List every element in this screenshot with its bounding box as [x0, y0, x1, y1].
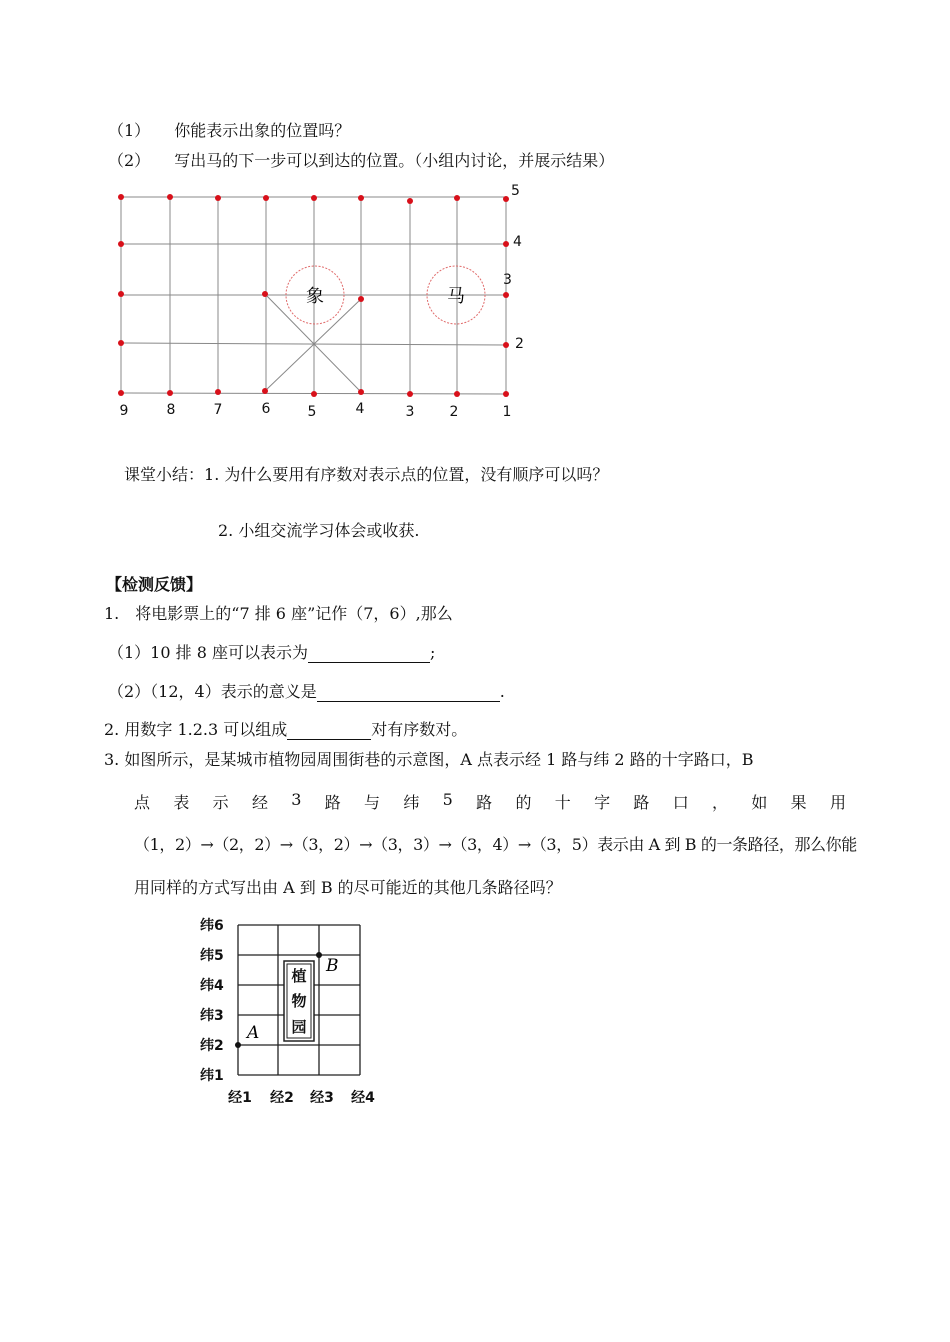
problem-3-word: 5 — [442, 790, 453, 809]
problem-3-word: 路 — [476, 793, 493, 812]
board-col-label: 2 — [449, 404, 459, 420]
problem-1b-end: . — [499, 682, 505, 701]
problem-3-word: 示 — [212, 793, 229, 812]
answer-blank-1b[interactable] — [317, 683, 500, 702]
map-row-label: 纬6 — [200, 918, 224, 934]
feedback-problem-1b — [108, 679, 505, 702]
map-row-label: 纬4 — [200, 978, 224, 994]
board-row-label: 3 — [503, 272, 512, 288]
map-col-label: 经1 — [228, 1090, 252, 1106]
question-2-number: （2） — [108, 151, 151, 170]
chess-board-diagram — [0, 0, 950, 430]
feedback-problem-2 — [104, 717, 467, 740]
problem-1a-end: ; — [429, 643, 436, 662]
board-dot — [118, 340, 124, 346]
map-col-label: 经3 — [310, 1090, 334, 1106]
point-a-dot — [235, 1042, 241, 1048]
board-dot — [167, 390, 173, 396]
problem-3-word: 字 — [594, 793, 611, 812]
board-col-label: 4 — [355, 401, 365, 417]
problem-1a-text: （1）10 排 8 座可以表示为 — [108, 643, 308, 662]
feedback-problem-1a — [108, 640, 435, 663]
problem-1b-text: （2）（12，4）表示的意义是 — [108, 682, 317, 701]
problem-3-word: 经 — [251, 793, 268, 812]
question-1-text: 你能表示出象的位置吗？ — [174, 121, 351, 140]
problem-3-word: 的 — [515, 793, 532, 812]
question-2-text: 写出马的下一步可以到达的位置。（小组内讨论，并展示结果） — [174, 151, 615, 170]
feedback-problem-3-line-3: （1，2）→（2，2）→（3，2）→（3，3）→（3，4）→（3，5）表示由 A 到 B 的一条路径，那么你能 — [134, 835, 857, 854]
board-col-label: 7 — [213, 402, 223, 418]
board-dot — [167, 194, 173, 200]
board-dot — [118, 390, 124, 396]
board-dot — [311, 195, 317, 201]
board-row-label: 2 — [515, 336, 524, 352]
summary-line-1 — [124, 462, 608, 485]
board-dot — [215, 195, 221, 201]
board-row-label: 4 — [513, 234, 522, 250]
board-dot — [503, 196, 509, 202]
garden-char: 物 — [291, 992, 307, 1010]
garden-char: 植 — [291, 967, 307, 985]
map-row-label: 纬2 — [200, 1038, 224, 1054]
problem-3-word: 表 — [173, 793, 190, 812]
map-row-label: 纬3 — [200, 1008, 224, 1024]
problem-3-word: ， — [712, 793, 729, 812]
summary-item-1: 1. 为什么要用有序数对表示点的位置，没有顺序可以吗？ — [204, 465, 609, 484]
point-a-label: A — [247, 1023, 260, 1043]
board-dot — [262, 291, 268, 297]
problem-3-word: 用 — [829, 793, 846, 812]
problem-3-word: 路 — [324, 793, 341, 812]
board-col-label: 3 — [405, 404, 415, 420]
board-dot — [358, 195, 364, 201]
board-dot — [407, 391, 413, 397]
elephant-piece-label: 象 — [306, 286, 324, 307]
horse-piece-label: 马 — [447, 286, 465, 307]
summary-item-2: 2. 小组交流学习体会或收获. — [218, 521, 420, 540]
problem-3-word: 十 — [554, 793, 571, 812]
board-dot — [503, 292, 509, 298]
problem-3-word: 点 — [134, 793, 151, 812]
problem-3-word: 口 — [672, 793, 689, 812]
problem-3-word: 3 — [291, 790, 302, 809]
board-col-label: 6 — [261, 401, 271, 417]
feedback-problem-3-line-2 — [134, 790, 846, 813]
problem-3-word: 与 — [364, 793, 381, 812]
point-b-label: B — [326, 956, 339, 976]
street-map-diagram — [190, 905, 390, 1110]
map-row-label: 纬1 — [200, 1068, 224, 1084]
question-1-number: （1） — [108, 121, 151, 140]
board-dot — [358, 296, 364, 302]
board-dot — [118, 194, 124, 200]
problem-3-word: 纬 — [403, 793, 420, 812]
garden-char: 园 — [291, 1018, 307, 1036]
board-dot — [118, 241, 124, 247]
problem-2-end: 对有序数对。 — [371, 720, 468, 739]
problem-2-text: 2. 用数字 1.2.3 可以组成 — [104, 720, 288, 739]
answer-blank-2[interactable] — [287, 721, 371, 740]
board-dot — [215, 389, 221, 395]
board-dot — [118, 291, 124, 297]
map-col-label: 经4 — [351, 1090, 375, 1106]
board-dot — [454, 195, 460, 201]
board-dot — [263, 195, 269, 201]
feedback-heading: 【检测反馈】 — [106, 575, 203, 594]
problem-3-word: 路 — [633, 793, 650, 812]
problem-3-word: 如 — [751, 793, 768, 812]
feedback-problem-3-line-4: 用同样的方式写出由 A 到 B 的尽可能近的其他几条路径吗？ — [134, 878, 562, 897]
board-dot — [503, 391, 509, 397]
board-dot — [454, 391, 460, 397]
feedback-problem-3-line-1: 3. 如图所示，是某城市植物园周围街巷的示意图，A 点表示经 1 路与纬 2 路的十字路口，B — [104, 750, 754, 769]
board-row-label: 5 — [511, 183, 520, 199]
board-dot — [358, 389, 364, 395]
point-b-dot — [316, 952, 322, 958]
board-dot — [503, 342, 509, 348]
board-col-label: 8 — [166, 402, 176, 418]
feedback-problem-1: 1. 将电影票上的“7 排 6 座”记作（7，6）,那么 — [104, 604, 453, 623]
summary-label: 课堂小结： — [124, 465, 205, 484]
map-row-label: 纬5 — [200, 948, 224, 964]
map-col-label: 经2 — [270, 1090, 294, 1106]
board-col-label: 5 — [307, 404, 317, 420]
board-col-label: 1 — [502, 404, 512, 420]
board-dot — [503, 241, 509, 247]
board-dot — [407, 198, 413, 204]
board-dot — [262, 388, 268, 394]
board-col-label: 9 — [119, 403, 129, 419]
problem-3-word: 果 — [790, 793, 807, 812]
board-dot — [311, 391, 317, 397]
answer-blank-1a[interactable] — [308, 644, 430, 663]
